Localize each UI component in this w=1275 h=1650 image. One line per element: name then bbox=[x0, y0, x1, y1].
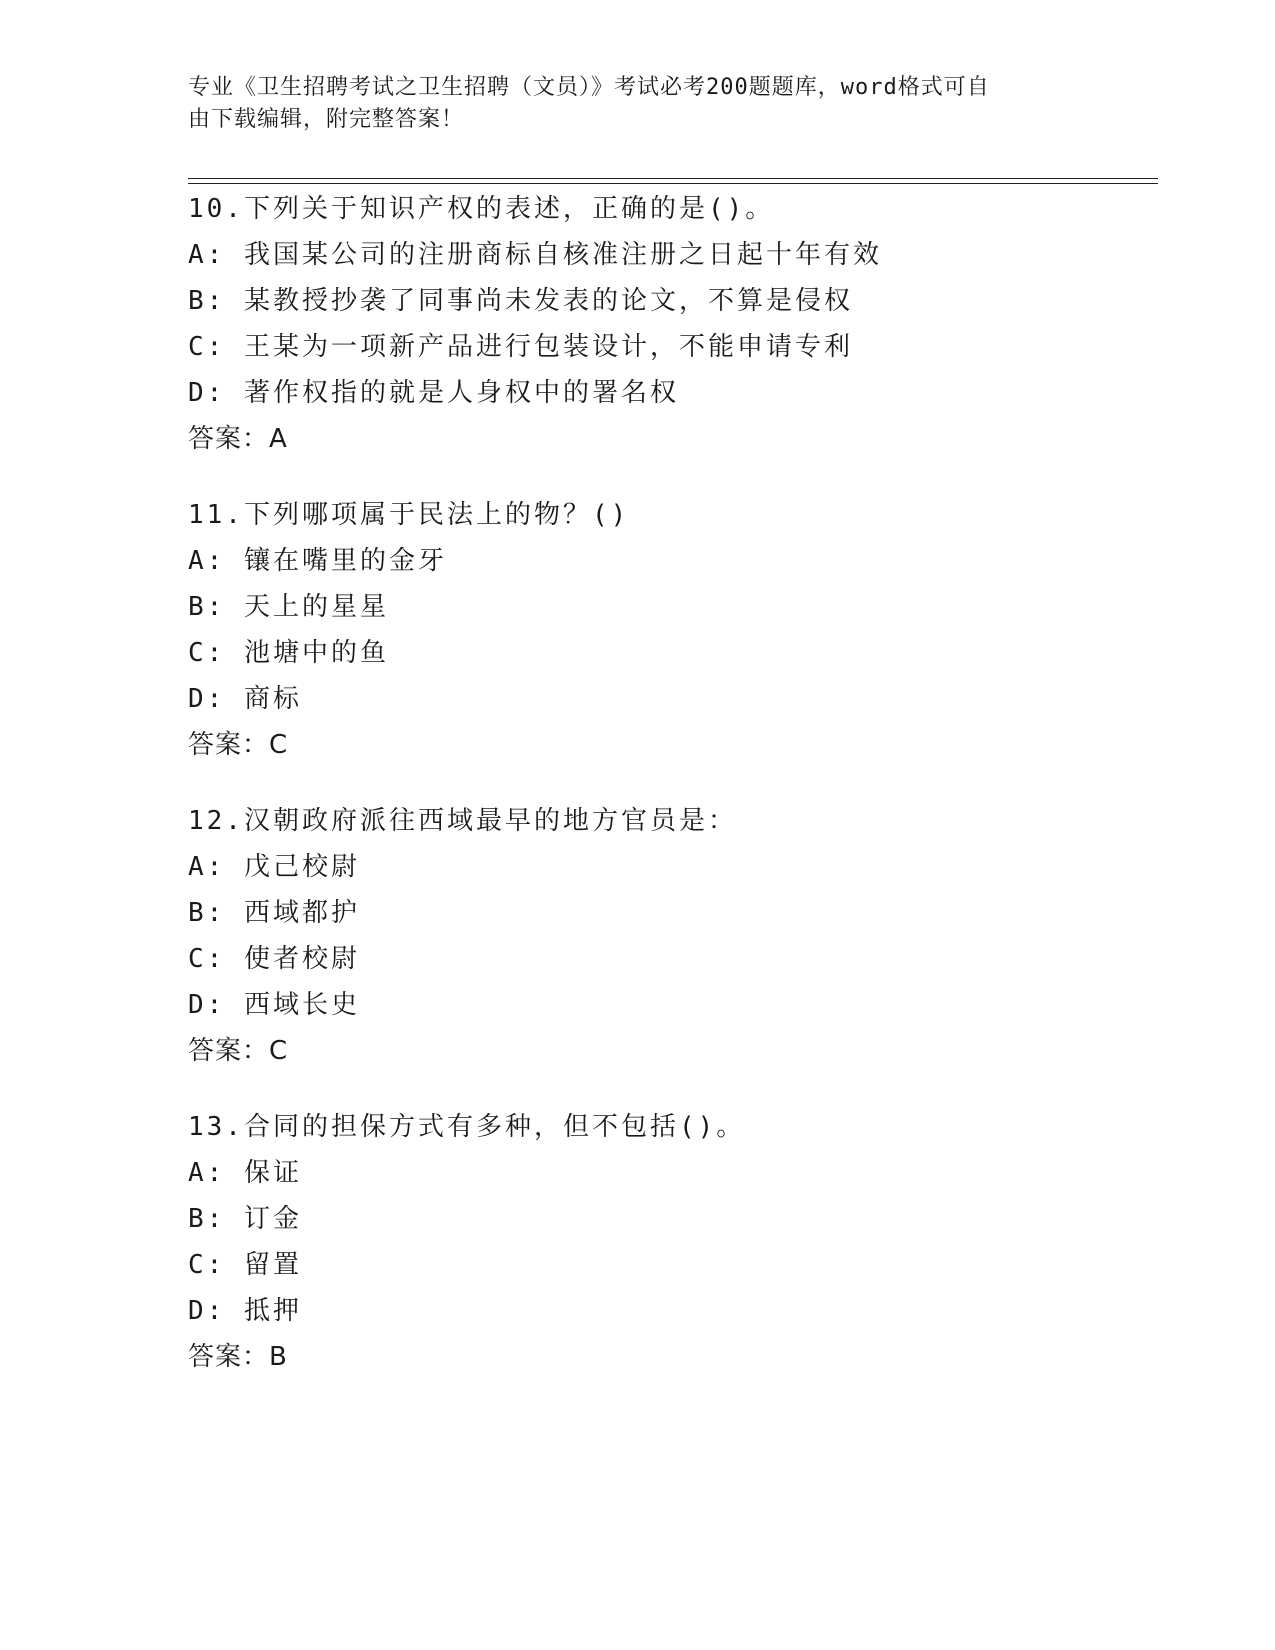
option-c: C: 王某为一项新产品进行包装设计，不能申请专利 bbox=[188, 332, 853, 362]
option-b: B: 订金 bbox=[188, 1204, 302, 1234]
option-c: C: 使者校尉 bbox=[188, 944, 360, 974]
answer-line: 答案：C bbox=[188, 1036, 289, 1066]
answer-line: 答案：A bbox=[188, 424, 288, 454]
option-a: A: 保证 bbox=[188, 1158, 302, 1188]
option-b: B: 天上的星星 bbox=[188, 592, 389, 622]
option-c: C: 留置 bbox=[188, 1250, 302, 1280]
question-block-10 bbox=[188, 186, 1158, 462]
option-b: B: 某教授抄袭了同事尚未发表的论文，不算是侵权 bbox=[188, 286, 853, 316]
option-c: C: 池塘中的鱼 bbox=[188, 638, 389, 668]
option-d: D: 著作权指的就是人身权中的署名权 bbox=[188, 378, 679, 408]
option-d: D: 西域长史 bbox=[188, 990, 360, 1020]
question-block-13 bbox=[188, 1104, 1158, 1380]
question-stem: 13.合同的担保方式有多种，但不包括()。 bbox=[188, 1112, 746, 1142]
question-block-11 bbox=[188, 492, 1158, 768]
option-a: A: 戊己校尉 bbox=[188, 852, 360, 882]
header-divider-bottom bbox=[188, 183, 1158, 184]
answer-line: 答案：C bbox=[188, 730, 289, 760]
answer-line: 答案：B bbox=[188, 1342, 288, 1372]
document-header bbox=[188, 72, 1068, 136]
header-line-2: 由下载编辑，附完整答案！ bbox=[188, 107, 465, 132]
option-b: B: 西域都护 bbox=[188, 898, 360, 928]
header-line-1: 专业《卫生招聘考试之卫生招聘（文员）》考试必考200题题库，word格式可自 bbox=[188, 75, 990, 100]
option-d: D: 抵押 bbox=[188, 1296, 302, 1326]
question-stem: 10.下列关于知识产权的表述，正确的是()。 bbox=[188, 194, 775, 224]
question-stem: 11.下列哪项属于民法上的物？() bbox=[188, 500, 630, 530]
option-d: D: 商标 bbox=[188, 684, 302, 714]
option-a: A: 我国某公司的注册商标自核准注册之日起十年有效 bbox=[188, 240, 882, 270]
header-divider-top bbox=[188, 178, 1158, 179]
question-stem: 12.汉朝政府派往西域最早的地方官员是： bbox=[188, 806, 737, 836]
option-a: A: 镶在嘴里的金牙 bbox=[188, 546, 447, 576]
question-block-12 bbox=[188, 798, 1158, 1074]
